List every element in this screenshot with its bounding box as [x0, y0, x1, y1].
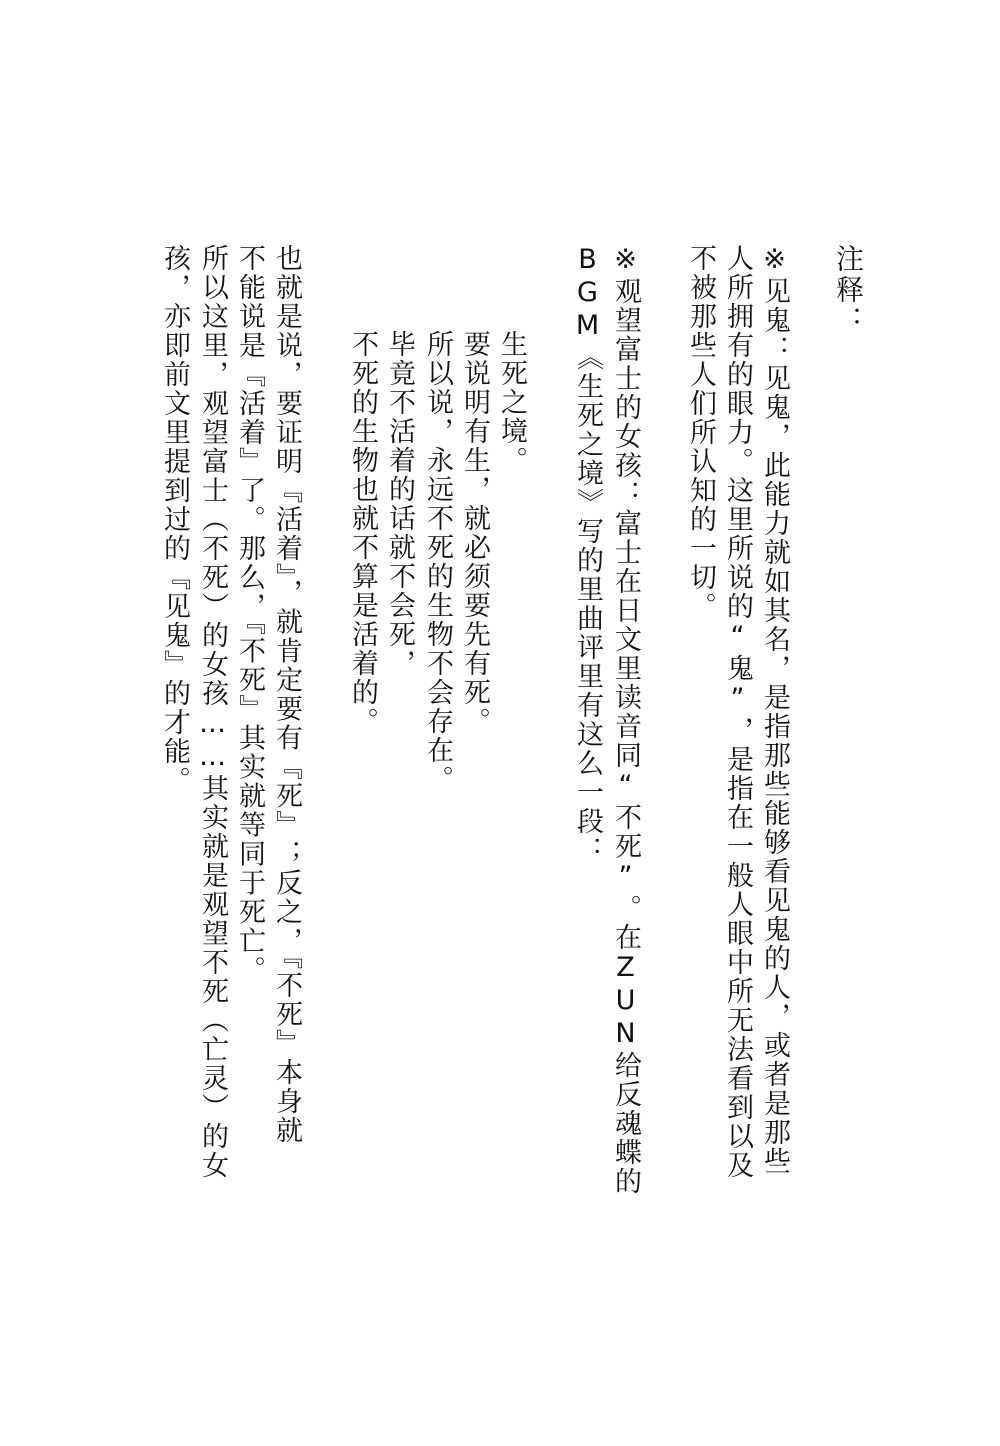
note-title: 注释：: [832, 244, 865, 337]
text-column-1: ※见鬼：见鬼，此能力就如其名，是指那些能够看见鬼的人，或者是那些: [759, 244, 790, 1176]
quote-column-5: 不死的生物也就不算是活着的。: [347, 330, 378, 736]
text-column-7: 不能说是『活着』了。那么，『不死』其实就等同于死亡。: [234, 244, 265, 985]
quote-column-2: 要说明有生，就必须要先有死。: [459, 330, 490, 736]
text-column-4: ※观望富士的女孩：富士在日文里读音同“不死”。在ZUN给反魂蝶的: [610, 244, 641, 1196]
text-column-6: 也就是说，要证明『活着』，就肯定要有『死』；反之，『不死』本身就: [271, 244, 302, 1145]
text-column-3: 不被那些人们所认知的一切。: [685, 244, 716, 621]
text-column-5: BGM《生死之境》写的里曲评里有这么一段：: [572, 244, 603, 865]
text-column-8: 所以这里，观望富士（不死）的女孩……其实就是观望不死（亡灵）的女: [197, 244, 228, 1180]
quote-column-1: 生死之境。: [496, 330, 527, 475]
text-column-9: 孩，亦即前文里提到过的『见鬼』的才能。: [159, 244, 190, 795]
quote-column-4: 毕竟不活着的话就不会死，: [384, 330, 415, 678]
text-column-2: 人所拥有的眼力。这里所说的“鬼”，是指在一般人眼中所无法看到以及: [722, 244, 753, 1180]
quote-column-3: 所以说，永远不死的生物不会存在。: [422, 330, 453, 794]
